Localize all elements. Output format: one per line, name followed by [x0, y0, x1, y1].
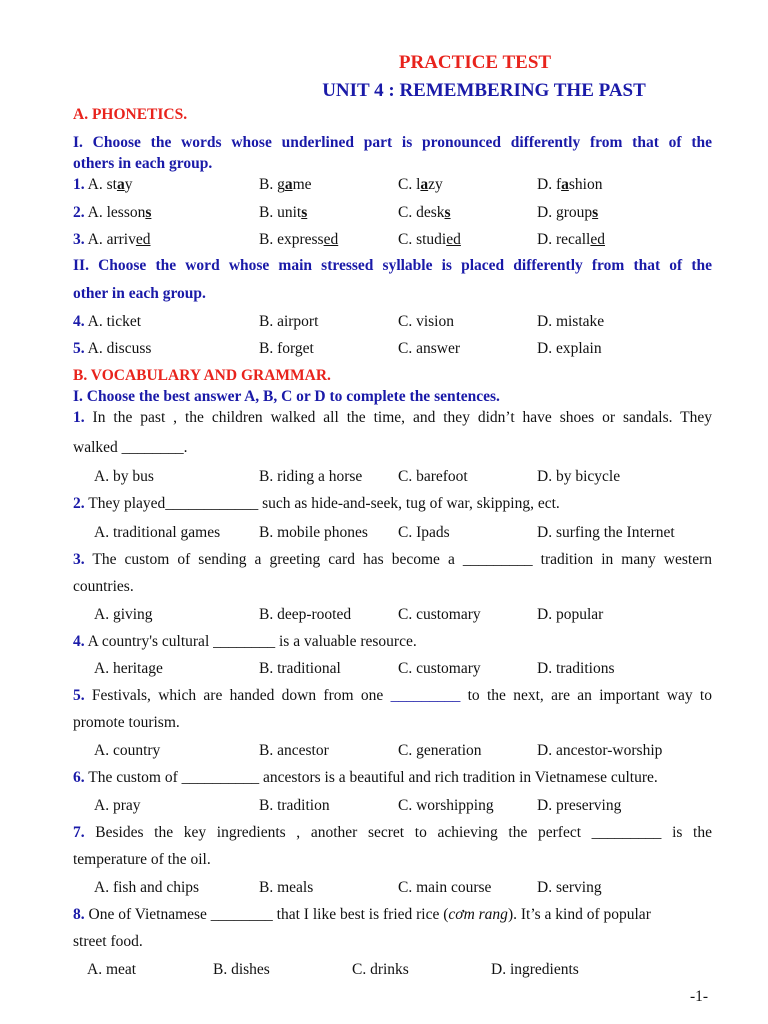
option-c: C. generation	[398, 742, 482, 759]
page-number: -1-	[690, 988, 709, 1005]
question-6-line1: 6. The custom of __________ ancestors is a beautiful and rich tradition in Vietnamese culture.	[73, 769, 658, 786]
option-b: B. tradition	[259, 797, 330, 814]
part-ii-instruction-line2: other in each group.	[73, 285, 206, 302]
option-a: A. country	[94, 742, 161, 759]
option-a: A. pray	[94, 797, 141, 814]
question-8-line1: 8. One of Vietnamese ________ that I like best is fried rice (cơm rang). It’s a kind of popular	[73, 906, 651, 923]
question-1-line2: walked ________.	[73, 439, 188, 456]
question-4-line1: 4. A country's cultural ________ is a valuable resource.	[73, 633, 417, 650]
option-c: C. customary	[398, 606, 481, 623]
option-b: B. riding a horse	[259, 468, 363, 485]
option-d: D. by bicycle	[537, 468, 621, 485]
section-a-heading: A. PHONETICS.	[73, 106, 188, 123]
option-c: C. barefoot	[398, 468, 468, 485]
part-i-instruction-line2: others in each group.	[73, 155, 213, 172]
question-2-line1: 2. They played____________ such as hide-and-seek, tug of war, skipping, ect.	[73, 495, 560, 512]
part-ii-instruction-line1: II. Choose the word whose main stressed syllable is placed differently from that of the	[73, 257, 712, 274]
option-a: A. giving	[94, 606, 153, 623]
option-b: B. ancestor	[259, 742, 329, 759]
question-1-line1: 1. In the past , the children walked all the time, and they didn’t have shoes or sandals. They	[73, 409, 712, 426]
question-5-line2: promote tourism.	[73, 714, 180, 731]
q-number: 1.	[73, 176, 85, 193]
section-b-heading: B. VOCABULARY AND GRAMMAR.	[73, 367, 331, 384]
option-b: B. traditional	[259, 660, 341, 677]
option-b: B. deep-rooted	[259, 606, 352, 623]
option-d: D. serving	[537, 879, 602, 896]
question-3-line2: countries.	[73, 578, 134, 595]
question-5-line1: 5. Festivals, which are handed down from one _________ to the next, are an important way to	[73, 687, 712, 704]
option-c: C. worshipping	[398, 797, 494, 814]
option-a: A. fish and chips	[94, 879, 200, 896]
option-d: D. ancestor-worship	[537, 742, 663, 759]
option-d: D. popular	[537, 606, 604, 623]
unit-title: UNIT 4 : REMEMBERING THE PAST	[322, 80, 646, 101]
question-7-line1: 7. Besides the key ingredients , another secret to achieving the perfect _________ is the	[73, 824, 712, 841]
option-a: A. by bus	[94, 468, 154, 485]
option-b: B. mobile phones	[259, 524, 368, 541]
option-c: C. drinks	[352, 961, 409, 978]
option-d: D. preserving	[537, 797, 622, 814]
option-a: A. meat	[87, 961, 137, 978]
option-b: B. meals	[259, 879, 314, 896]
option-c: C. customary	[398, 660, 481, 677]
option-b: B. dishes	[213, 961, 270, 978]
option-d: D. traditions	[537, 660, 615, 677]
option-a: A. heritage	[94, 660, 163, 677]
option-c: C. Ipads	[398, 524, 450, 541]
question-7-line2: temperature of the oil.	[73, 851, 211, 868]
part-b1-instruction: I. Choose the best answer A, B, C or D to complete the sentences.	[73, 388, 500, 405]
page-title: PRACTICE TEST	[398, 52, 552, 73]
option-d: D. surfing the Internet	[537, 524, 675, 541]
question-8-line2: street food.	[73, 933, 143, 950]
option-a: A. traditional games	[94, 524, 221, 541]
option-c: C. main course	[398, 879, 492, 896]
option-d: D. ingredients	[491, 961, 579, 978]
question-3-line1: 3. The custom of sending a greeting card has become a _________ tradition in many western	[73, 551, 712, 568]
part-i-instruction-line1: I. Choose the words whose underlined part is pronounced differently from that of the	[73, 134, 712, 151]
